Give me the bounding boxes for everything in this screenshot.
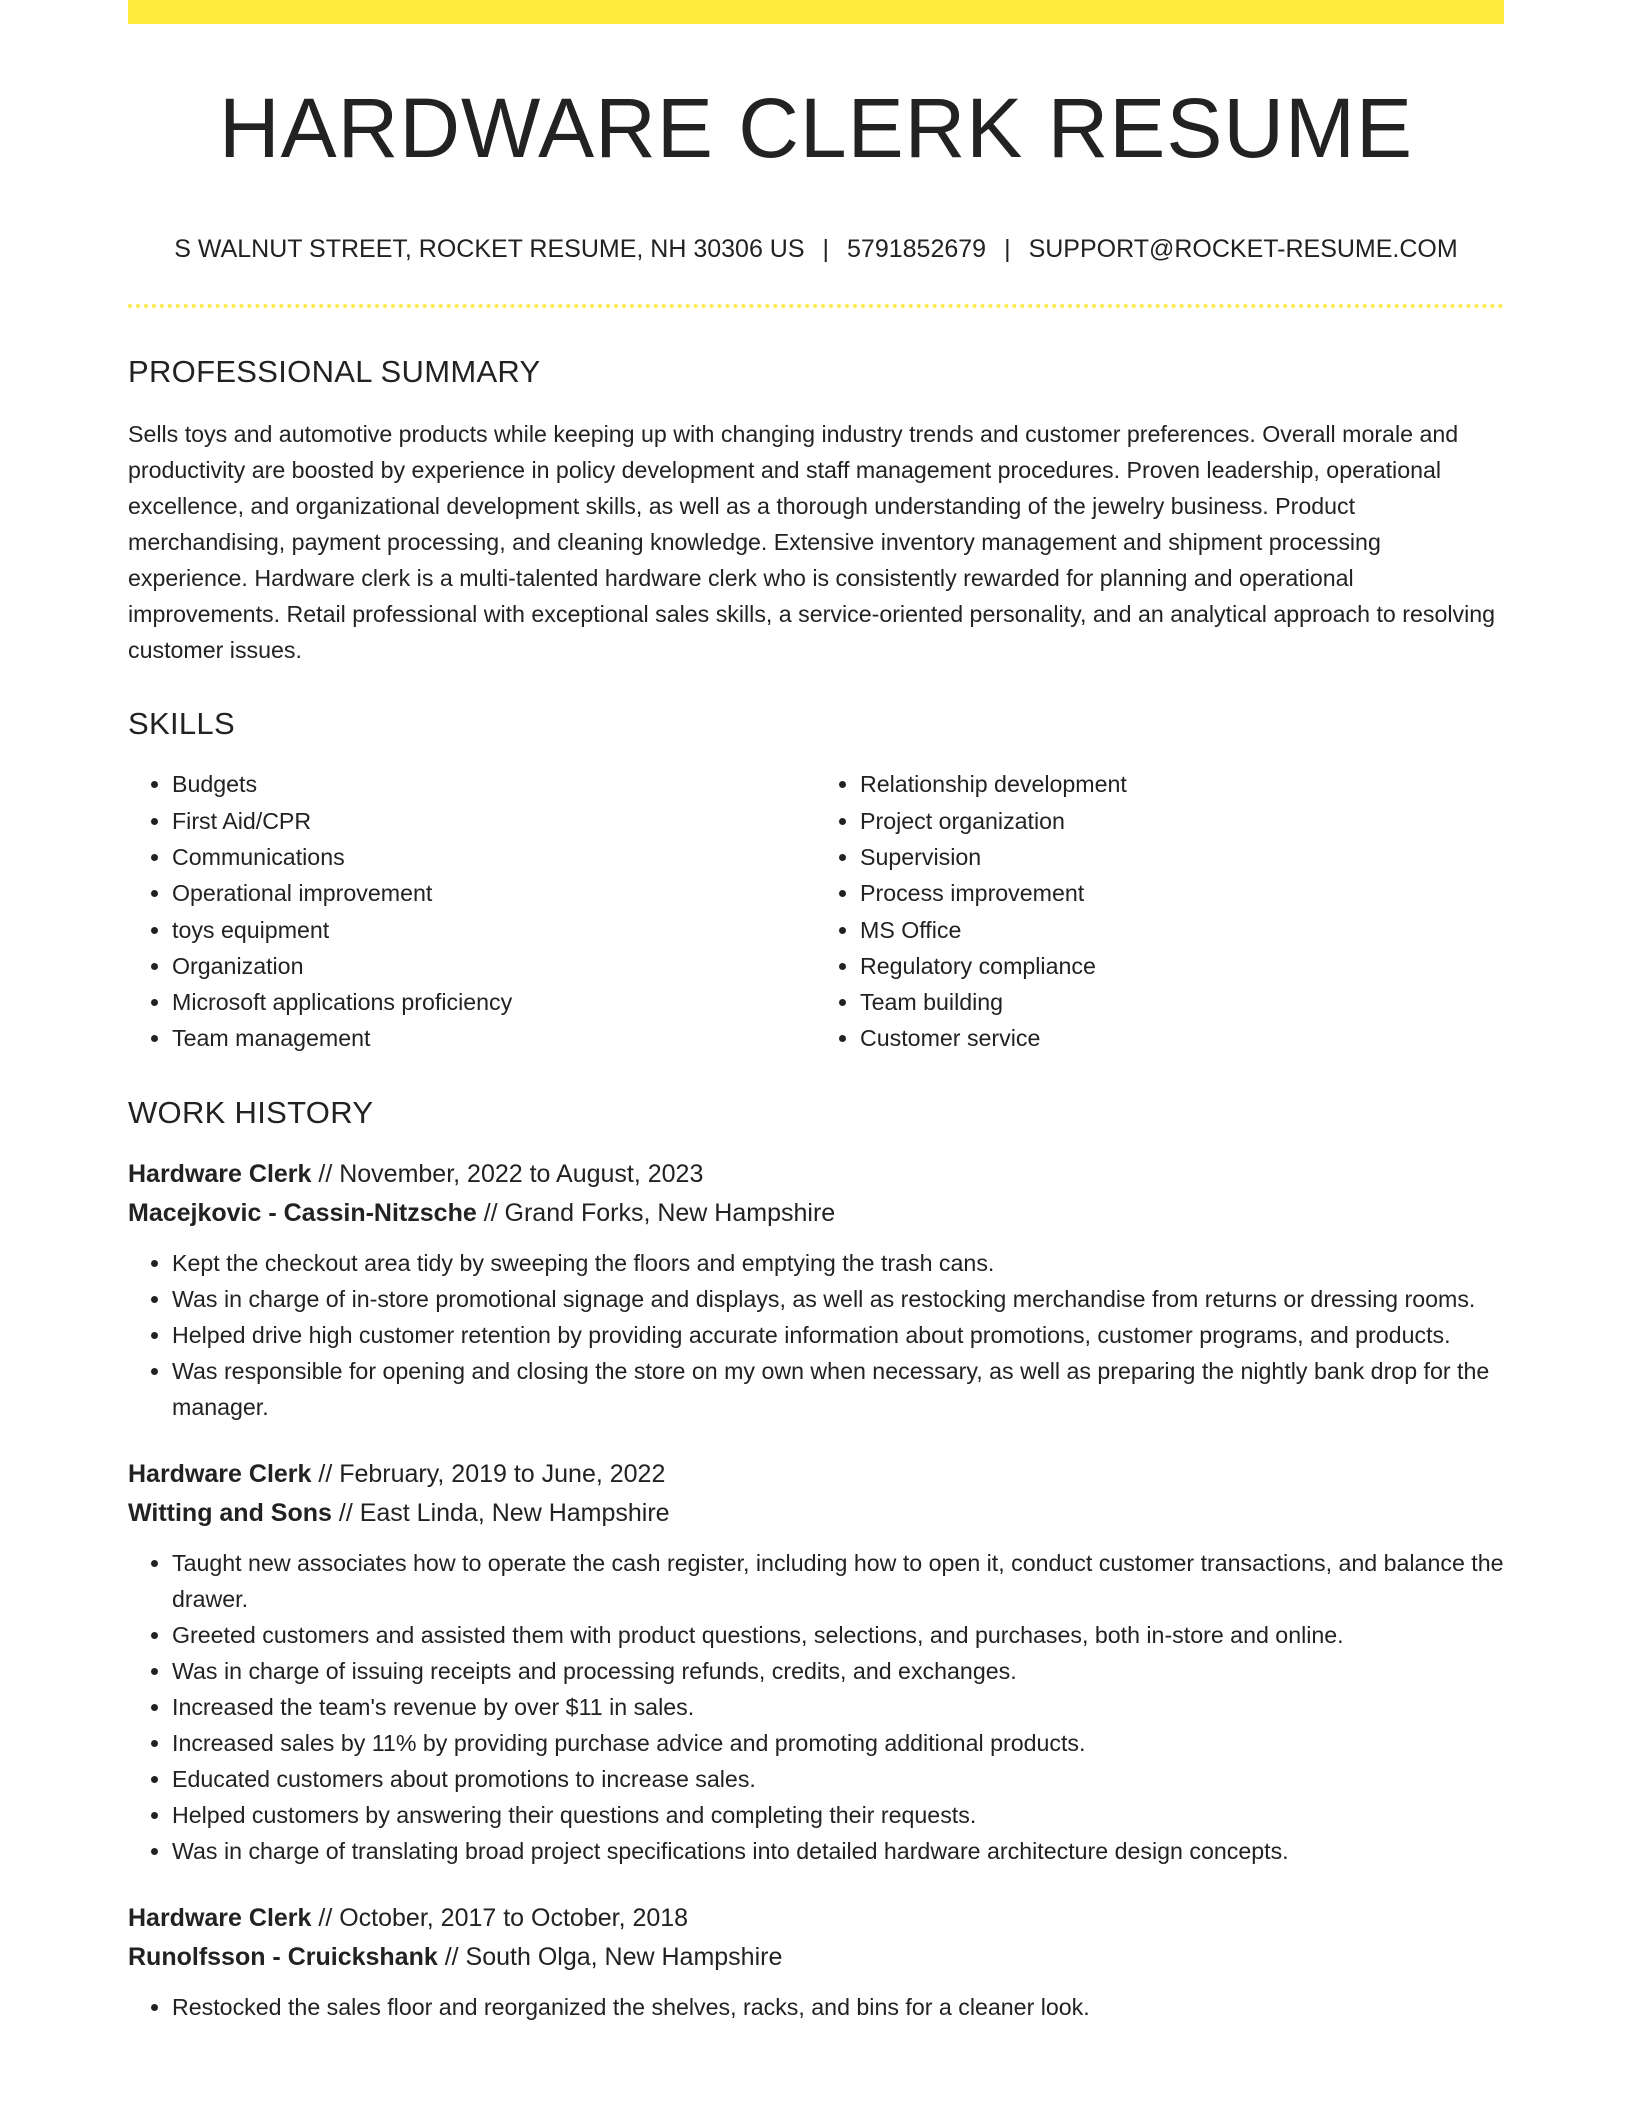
job-dates: // February, 2019 to June, 2022 bbox=[311, 1459, 666, 1488]
contact-line bbox=[128, 234, 1504, 264]
contact-separator: | bbox=[1004, 235, 1011, 264]
dotted-divider bbox=[128, 304, 1504, 308]
job-title-line bbox=[128, 1455, 1504, 1494]
skill-item: • Microsoft applications proficiency bbox=[172, 984, 816, 1020]
skills-heading: SKILLS bbox=[128, 706, 235, 742]
job-location: // East Linda, New Hampshire bbox=[331, 1498, 670, 1527]
skills-left-column bbox=[128, 766, 816, 1056]
skills-grid bbox=[128, 766, 1504, 1056]
job-dates: // November, 2022 to August, 2023 bbox=[311, 1159, 704, 1188]
skill-item: • Operational improvement bbox=[172, 875, 816, 911]
contact-phone: 5791852679 bbox=[847, 235, 987, 264]
job-bullet: • Educated customers about promotions to increase sales. bbox=[172, 1761, 1504, 1797]
skill-item: • Budgets bbox=[172, 766, 816, 802]
job-bullet: • Was in charge of in-store promotional signage and displays, as well as restocking merchandise from returns or dressing rooms. bbox=[172, 1281, 1504, 1317]
job-bullet: • Increased sales by 11% by providing purchase advice and promoting additional products. bbox=[172, 1725, 1504, 1761]
skill-item: • Customer service bbox=[860, 1020, 1504, 1056]
job-bullets bbox=[128, 1245, 1504, 1425]
skill-item: • First Aid/CPR bbox=[172, 803, 816, 839]
job-entry bbox=[128, 1899, 1504, 2025]
skill-item: • Communications bbox=[172, 839, 816, 875]
skills-right-column bbox=[816, 766, 1504, 1056]
contact-email: SUPPORT@ROCKET-RESUME.COM bbox=[1028, 235, 1458, 264]
job-company-line bbox=[128, 1494, 1504, 1533]
job-bullet: • Helped drive high customer retention by providing accurate information about promotions, customer programs, and products. bbox=[172, 1317, 1504, 1353]
job-dates: // October, 2017 to October, 2018 bbox=[311, 1903, 689, 1932]
job-bullets bbox=[128, 1545, 1504, 1869]
resume-title: HARDWARE CLERK RESUME bbox=[218, 81, 1414, 175]
skill-item: • toys equipment bbox=[172, 912, 816, 948]
job-title: Hardware Clerk bbox=[128, 1459, 312, 1488]
top-accent-bar bbox=[128, 0, 1504, 24]
skill-item: • Team building bbox=[860, 984, 1504, 1020]
skill-item: • Relationship development bbox=[860, 766, 1504, 802]
job-company: Macejkovic - Cassin-Nitzsche bbox=[128, 1198, 477, 1227]
summary-heading: PROFESSIONAL SUMMARY bbox=[128, 354, 541, 390]
job-bullet: • Increased the team's revenue by over $11 in sales. bbox=[172, 1689, 1504, 1725]
skill-item: • Project organization bbox=[860, 803, 1504, 839]
job-entry bbox=[128, 1455, 1504, 1869]
job-title-line bbox=[128, 1155, 1504, 1194]
job-title: Hardware Clerk bbox=[128, 1159, 312, 1188]
job-company: Runolfsson - Cruickshank bbox=[128, 1942, 438, 1971]
job-bullet: • Was responsible for opening and closing the store on my own when necessary, as well as preparing the nightly bank drop for the manager. bbox=[172, 1353, 1504, 1425]
job-bullet: • Kept the checkout area tidy by sweeping the floors and emptying the trash cans. bbox=[172, 1245, 1504, 1281]
job-company-line bbox=[128, 1938, 1504, 1977]
job-bullet: • Restocked the sales floor and reorganized the shelves, racks, and bins for a cleaner look. bbox=[172, 1989, 1504, 2025]
job-company: Witting and Sons bbox=[128, 1498, 332, 1527]
contact-address: S WALNUT STREET, ROCKET RESUME, NH 30306 US bbox=[174, 235, 805, 264]
job-bullet: • Was in charge of issuing receipts and processing refunds, credits, and exchanges. bbox=[172, 1653, 1504, 1689]
skill-item: • Supervision bbox=[860, 839, 1504, 875]
job-location: // South Olga, New Hampshire bbox=[437, 1942, 783, 1971]
job-bullet: • Was in charge of translating broad project specifications into detailed hardware architecture design concepts. bbox=[172, 1833, 1504, 1869]
skill-item: • Organization bbox=[172, 948, 816, 984]
resume-page bbox=[128, 0, 1504, 2025]
job-bullet: • Taught new associates how to operate the cash register, including how to open it, conduct customer transactions, and balance the drawer. bbox=[172, 1545, 1504, 1617]
job-company-line bbox=[128, 1194, 1504, 1233]
summary-text: Sells toys and automotive products while keeping up with changing industry trends and customer preferences. Overall morale and productivity are boosted by experience in policy development and staff management procedures. Proven leadership, operational excellence, and organizational development skills, as well as a thorough understanding of the jewelry business. Product merchandising, payment processing, and cleaning knowledge. Extensive inventory management and shipment processing experience. Hardware clerk is a multi-talented hardware clerk who is consistently rewarded for planning and operational improvements. Retail professional with exceptional sales skills, a service-oriented personality, and an analytical approach to resolving customer issues. bbox=[128, 421, 1496, 664]
skill-item: • Process improvement bbox=[860, 875, 1504, 911]
job-entry bbox=[128, 1155, 1504, 1425]
work-history-heading: WORK HISTORY bbox=[128, 1094, 374, 1130]
job-location: // Grand Forks, New Hampshire bbox=[476, 1198, 836, 1227]
contact-separator: | bbox=[822, 235, 830, 264]
job-title-line bbox=[128, 1899, 1504, 1938]
job-bullets bbox=[128, 1989, 1504, 2025]
skill-item: • Team management bbox=[172, 1020, 816, 1056]
skill-item: • Regulatory compliance bbox=[860, 948, 1504, 984]
job-bullet: • Greeted customers and assisted them with product questions, selections, and purchases, both in-store and online. bbox=[172, 1617, 1504, 1653]
job-title: Hardware Clerk bbox=[128, 1903, 312, 1932]
skill-item: • MS Office bbox=[860, 912, 1504, 948]
job-bullet: • Helped customers by answering their questions and completing their requests. bbox=[172, 1797, 1504, 1833]
